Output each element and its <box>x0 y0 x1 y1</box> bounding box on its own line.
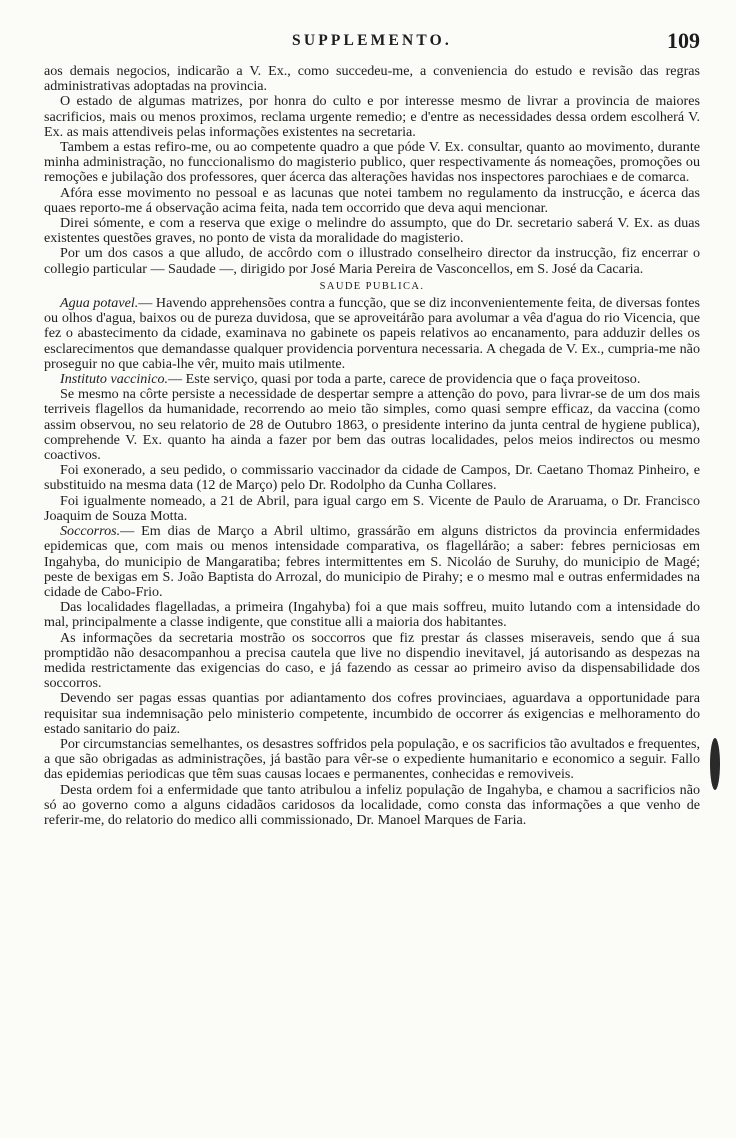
paragraph: Se mesmo na côrte persiste a necessidade de despertar sempre a attenção do povo, para livrar-se de um dos mais terriveis flagellos da humanidade, recorrendo ao meio tão simples, como quasi sempre efficaz, da vaccina (como assim observou, no seu relatorio de 28 de Outubro 1863, o presidente interino da junta central de hygiene publica), comprehende V. Ex. quanto ha ainda a fazer por bem das outras localidades, pelos meios indirectos ou mesmo coactivos. <box>44 386 700 464</box>
paragraph-text: — Este serviço, quasi por toda a parte, carece de providencia que o faça proveitoso. <box>168 371 641 388</box>
page-number: 109 <box>667 28 700 53</box>
paragraph-text: — Havendo apprehensões contra a funcção, que se diz inconvenientemente feita, de diversas fontes ou olhos d'agua, baixos ou de pureza duvidosa, que se aproveitárão para avolumar a vêa d'agua do rio Vicencia, que fez o abastecimento da cidade, examinava no gabinete os papeis relativos ao encanamento, para adduzir delles os esclarecimentos que demandasse qualquer providencia porventura necessaria. A chegada de V. Ex., cumpria-me não proseguir no que cabia-lhe vêr, muito mais utilmente. <box>44 295 700 372</box>
running-title: SUPPLEMENTO. <box>292 32 452 49</box>
paragraph: As informações da secretaria mostrão os soccorros que fiz prestar ás classes miseraveis, sendo que á sua promptidão não desacompanhou a precisa cautela que live no dispendio inevitavel, já autorisando as despezas na medida restrictamente das exigencias do caso, e já fazendo as cessar ao primeiro aviso da dispensabilidade dos soccorros. <box>44 629 700 692</box>
paragraph: Tambem a estas refiro-me, ou ao competente quadro a que póde V. Ex. consultar, quanto ao movimento, durante minha administração, no funccionalismo do magisterio publico, quer respectivamente ás nomeações, promoções ou remoções e jubilação dos professores, quer ácerca das alterações havidas nos inspectores parochiaes e de comarca. <box>44 139 700 186</box>
paragraph: Foi exonerado, a seu pedido, o commissario vaccinador da cidade de Campos, Dr. Caetano Thomaz Pinheiro, e substituido na mesma data (12 de Março) pelo Dr. Rodolpho da Cunha Collares. <box>44 462 700 494</box>
paragraph: aos demais negocios, indicarão a V. Ex., como succedeu-me, a conveniencia do estudo e revisão das regras administrativas adoptadas na provincia. <box>44 63 700 95</box>
page-header <box>44 28 700 58</box>
paragraph: Por circumstancias semelhantes, os desastres soffridos pela população, e os sacrificios tão avultados e frequentes, a que são obrigadas as administrações, já bastão para vêr-se o expediente humanitario e economico a seguir. Fallo das epidemias periodicas que têm suas causas locaes e permanentes, conhecidas e removiveis. <box>44 735 700 783</box>
paragraph: O estado de algumas matrizes, por honra do culto e por interesse mesmo de livrar a provincia de maiores sacrificios, mais ou menos proximos, reclama urgente remedio; e d'entre as necessidades dessa ordem escolherá V. Ex. as mais attendiveis pelas informações existentes na secretaria. <box>44 93 700 140</box>
body-text <box>44 64 700 828</box>
paragraph-with-lead <box>44 524 700 600</box>
paragraph-with-lead <box>44 296 700 372</box>
paragraph: Das localidades flagelladas, a primeira (Ingahyba) foi a que mais soffreu, muito lutando com a intensidade do mal, principalmente a classe indigente, que constitue alli a maioria dos habitantes. <box>44 599 700 631</box>
paragraph: Devendo ser pagas essas quantias por adiantamento dos cofres provinciaes, aguardava a opportunidade para requisitar sua indemnisação pelo ministerio competente, incumbido de occorrer ás exigencias e melhoramento do estado sanitario do paiz. <box>44 690 700 737</box>
run-in-heading: Instituto vaccinico. <box>60 371 169 388</box>
section-title: SAUDE PUBLICA. <box>319 280 425 292</box>
paragraph: Desta ordem foi a enfermidade que tanto atribulou a infeliz população de Ingahyba, e chamou a sacrificios não só ao governo como a alguns cidadãos caridosos da localidade, como consta das informações a que venho de referir-me, do relatorio do medico alli commissionado, Dr. Manoel Marques de Faria. <box>44 781 700 828</box>
paragraph: Direi sómente, e com a reserva que exige o melindre do assumpto, que do Dr. secretario saberá V. Ex. as duas existentes questões graves, no ponto de vista da moralidade do magisterio. <box>44 215 700 247</box>
run-in-heading: Soccorros. <box>60 523 121 540</box>
ink-blot <box>710 738 720 790</box>
paragraph: Por um dos casos a que alludo, de accôrdo com o illustrado conselheiro director da instrucção, fiz encerrar o collegio particular — Saudade —, dirigido por José Maria Pereira de Vasconcellos, em S. José da Cacaria. <box>44 245 700 277</box>
paragraph: Foi igualmente nomeado, a 21 de Abril, para igual cargo em S. Vicente de Paulo de Araruama, o Dr. Francisco Joaquim de Souza Motta. <box>44 492 700 524</box>
paragraph-text: — Em dias de Março a Abril ultimo, grassárão em alguns districtos da provincia enfermidades epidemicas que, com mais ou menos intensidade comparativa, os flagellárão; a saber: febres perniciosas em Ingahyba, do municipio de Mangaratiba; febres intermittentes em S. Nicoláo de Suruhy, do municipio de Magé; peste de bexigas em S. João Baptista do Arrozal, do municipio de Pirahy; e o mesmo mal e outras enfermidades na cidade de Cabo-Frio. <box>44 523 700 600</box>
paragraph-with-lead <box>44 372 700 387</box>
run-in-heading: Agua potavel. <box>60 295 139 312</box>
paragraph: Afóra esse movimento no pessoal e as lacunas que notei tambem no regulamento da instrucção, e ácerca das quaes reporto-me á observação acima feita, nada tem occorrido que deva aqui mencionar. <box>44 184 700 216</box>
